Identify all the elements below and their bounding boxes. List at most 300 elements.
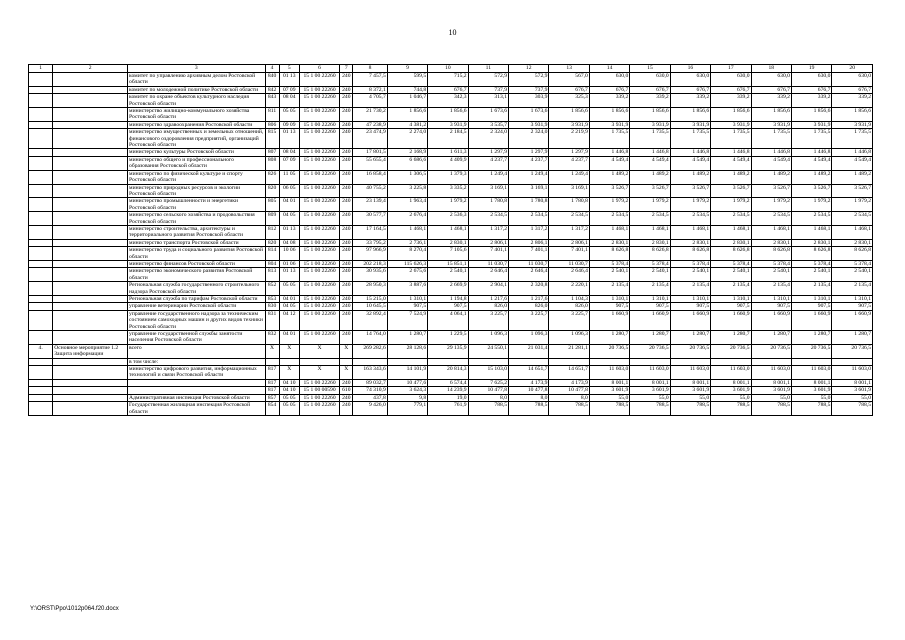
year-value-cell: 2 534,5 [468,212,508,226]
year-value-cell: 572,9 [468,73,508,87]
year-value-cell: 2 135,4 [630,282,670,296]
executor-cell: министерство промышленности и энергетики Ростовской области [128,198,265,212]
year-value-cell: 1 856,6 [670,108,710,122]
activity-cell [53,225,128,239]
year-value-cell: 1 489,2 [711,170,751,184]
year-value-cell: 1 979,2 [630,198,670,212]
executor-cell: управление государственного надзора за техническим состоянием самоходных машин и других видов техники Ростовской области [128,310,265,330]
year-value-cell: 2 830,1 [711,239,751,246]
year-value-cell: 4 237,7 [468,156,508,170]
year-value-cell: 2 135,4 [670,282,710,296]
year-value-cell: 1 856,6 [711,108,751,122]
executor-cell: министерство имущественных и земельных отношений, финансового оздоровления предприятий, организаций Ростовской области [129,129,264,149]
total-cell: 15 215,0 [353,296,387,303]
year-value-cell: 4 237,7 [549,156,589,170]
file-path-footer: Y:\ORST\Ppo\1012p064.f20.docx [30,606,119,612]
csr-cell: 15 1 00 22260 [299,239,339,246]
gr-code-cell: 832 [265,331,279,345]
csr-cell: 15 1 00 22260 [299,247,339,261]
year-value-cell: 2 534,5 [670,212,710,226]
column-number-cell: 13 [549,65,589,73]
year-value-cell: 5 378,4 [832,260,873,267]
year-value-cell: 826,0 [549,303,589,310]
year-value-cell: 7 401,1 [549,247,589,261]
vr-cell: 240 [340,170,353,184]
table-body [29,65,873,416]
year-value-cell: 1 317,2 [509,225,549,239]
year-value-cell: 1 735,5 [670,129,710,149]
csr-cell: 15 1 00 22260 [299,94,339,108]
year-value-cell: 1 104,3 [549,296,589,303]
column-number-cell: 3 [128,65,265,73]
year-value-cell: 788,5 [791,402,831,416]
executor-cell: управление государственной службы занятости населения Ростовской области [128,331,265,345]
year-value-cell: 1 297,9 [549,149,589,156]
year-value-cell: 8,0 [549,394,589,401]
year-value-cell: 5 378,4 [630,260,670,267]
executor-cell: министерство сельского хозяйства и продовольствия Ростовской области [128,212,265,226]
year-value-cell: 28 128,6 [387,344,427,358]
year-value-cell: 1 468,1 [428,225,468,239]
year-value-cell: 3 931,9 [711,121,751,128]
year-value-cell: 3 535,7 [468,121,508,128]
year-value-cell: 788,5 [832,402,873,416]
year-value-cell: 2 168,9 [387,149,427,156]
rz-pr-cell: 07 09 [279,156,299,170]
year-value-cell: 11 603,0 [589,366,629,380]
year-value-cell: 676,7 [589,86,629,93]
year-value-cell: 10 477,6 [387,379,427,386]
year-value-cell: 342,3 [428,94,468,108]
year-value-cell: 907,5 [711,303,751,310]
year-value-cell: 907,5 [589,303,629,310]
year-value-cell: 1 780,8 [468,198,508,212]
rz-pr-cell: 05 05 [279,108,299,122]
executor-cell: министерство транспорта Ростовской области [128,239,265,246]
year-value-cell: 21 031,4 [509,344,549,358]
year-value-cell: 3 526,7 [670,184,710,198]
gr-code-cell: 813 [265,268,279,282]
activity-cell [53,358,128,365]
total-cell: 47 238,9 [353,121,387,128]
rz-pr-cell: 09 09 [279,121,299,128]
year-value-cell: 1 489,2 [630,170,670,184]
gr-code-cell: 807 [265,149,279,156]
num-cell [29,366,53,380]
total-cell: 17 801,5 [353,149,387,156]
total-cell: 74 310,9 [353,387,387,394]
csr-cell: 15 1 00 22260 [299,225,339,239]
year-value-cell: 8 001,1 [791,379,831,386]
table-row [29,379,873,386]
vr-cell: 240 [340,86,353,93]
year-value-cell: 339,2 [630,94,670,108]
table-row [29,402,873,416]
gr-code-cell: 806 [265,121,279,128]
executor-cell: министерство цифрового развития, информационных технологий и связи Ростовской области [128,366,265,380]
activity-cell [53,303,128,310]
column-number-cell: 17 [711,65,751,73]
year-value-cell: 3 526,7 [832,184,873,198]
year-value-cell [589,358,629,365]
vr-cell: 610 [340,387,353,394]
rz-pr-cell: 08 04 [279,149,299,156]
table-row [29,310,873,330]
year-value-cell: 4 549,4 [630,156,670,170]
num-cell [29,296,53,303]
year-value-cell: 2 324,0 [509,129,549,149]
num-cell: 4. [29,344,53,358]
num-cell [29,331,53,345]
table-row [29,108,873,122]
year-value-cell: 8 001,1 [670,379,710,386]
year-value-cell: 1 979,2 [711,198,751,212]
year-value-cell: 3 169,1 [549,184,589,198]
table-row [29,303,873,310]
vr-cell: X [340,366,353,380]
csr-cell: 15 1 00 22260 [299,129,339,149]
year-value-cell: 1 468,1 [711,225,751,239]
activity-cell [53,129,128,149]
year-value-cell: 4 549,4 [832,156,873,170]
year-value-cell: 2 274,0 [387,129,427,149]
executor-cell: министерство здравоохранения Ростовской области [128,121,265,128]
year-value-cell: 2 830,1 [832,239,873,246]
year-value-cell: 1 446,8 [711,149,751,156]
vr-cell: 240 [340,303,353,310]
table-row [29,268,873,282]
table-row [29,394,873,401]
table-row [29,129,873,149]
year-value-cell: 11 030,7 [509,260,549,267]
activity-cell [53,296,128,303]
year-value-cell: 1 446,8 [630,149,670,156]
year-value-cell: 3 624,3 [387,387,427,394]
year-value-cell: 7 401,1 [468,247,508,261]
year-value-cell: 3 931,9 [832,121,873,128]
year-value-cell: 1 217,6 [509,296,549,303]
year-value-cell: 788,5 [711,402,751,416]
csr-cell: 15 1 00 22260 [299,198,339,212]
year-value-cell: 20 736,5 [711,344,751,358]
table-row [29,86,873,93]
gr-code-cell: 817 [265,366,279,380]
year-value-cell: 1 217,6 [468,296,508,303]
table-row [29,212,873,226]
year-value-cell: 2 540,1 [791,268,831,282]
year-value-cell: 325,3 [549,94,589,108]
gr-code-cell: 843 [265,94,279,108]
vr-cell: 240 [340,94,353,108]
page-number: 10 [448,28,457,37]
vr-cell: 240 [340,282,353,296]
year-value-cell: 1 317,2 [549,225,589,239]
year-value-cell: 55,0 [791,394,831,401]
year-value-cell: 303,9 [509,94,549,108]
year-value-cell: 5 378,4 [711,260,751,267]
year-value-cell: 2 536,3 [428,212,468,226]
activity-cell [53,149,128,156]
year-value-cell: 2 675,6 [387,268,427,282]
year-value-cell: 907,5 [751,303,791,310]
year-value-cell: 1 660,9 [791,310,831,330]
year-value-cell: 1 489,2 [791,170,831,184]
year-value-cell: 7 105,6 [428,247,468,261]
vr-cell: 240 [340,198,353,212]
year-value-cell: 1 735,5 [630,129,670,149]
year-value-cell: 2 534,5 [791,212,831,226]
year-value-cell: 2 646,4 [509,268,549,282]
year-value-cell: 1 780,8 [549,198,589,212]
csr-cell: 15 1 00 22260 [299,156,339,170]
year-value-cell: 8 626,8 [751,247,791,261]
year-value-cell: 1 735,5 [791,129,831,149]
year-value-cell: 1 280,7 [630,331,670,345]
year-value-cell: 788,5 [589,402,629,416]
year-value-cell: 3 887,6 [387,282,427,296]
year-value-cell: 676,7 [428,86,468,93]
year-value-cell: 339,2 [832,94,873,108]
table-row [29,366,873,380]
activity-cell [53,268,128,282]
activity-cell [53,94,128,108]
num-cell [29,129,53,149]
year-value-cell: 2 646,4 [549,268,589,282]
executor-cell: Региональная служба государственного строительного надзора Ростовской области [128,282,265,296]
rz-pr-cell: 04 08 [279,239,299,246]
year-value-cell: 907,5 [428,303,468,310]
total-cell: 437,8 [353,394,387,401]
column-number-cell: 19 [791,65,831,73]
year-value-cell: 1 280,7 [670,331,710,345]
rz-pr-cell: 11 05 [279,170,299,184]
gr-code-cell: 820 [265,239,279,246]
csr-cell: 15 1 00 22260 [299,282,339,296]
year-value-cell: 20 814,3 [428,366,468,380]
column-number-cell: 8 [353,65,387,73]
year-value-cell: 1 310,1 [670,296,710,303]
column-number-cell: 14 [589,65,629,73]
column-number-cell: 12 [509,65,549,73]
activity-cell [53,121,128,128]
rz-pr-cell: 04 01 [279,198,299,212]
year-value-cell: 5 378,4 [751,260,791,267]
year-value-cell: 1 489,2 [589,170,629,184]
year-value-cell: 1 249,4 [549,170,589,184]
year-value-cell: 1 979,2 [428,198,468,212]
column-number-cell: 4 [265,65,279,73]
executor-cell: управление ветеринарии Ростовской области [128,303,265,310]
rz-pr-cell: 01 13 [279,129,299,149]
year-value-cell: 788,5 [549,402,589,416]
executor-cell: комитет по охране объектов культурного наследия Ростовской области [128,94,265,108]
total-cell: 55 655,4 [353,156,387,170]
year-value-cell: 1 310,1 [630,296,670,303]
num-cell [29,156,53,170]
num-cell [29,170,53,184]
rz-pr-cell: 04 01 [279,296,299,303]
year-value-cell: 1 468,1 [791,225,831,239]
year-value-cell: 55,0 [589,394,629,401]
table-row [29,247,873,261]
year-value-cell: 11 603,0 [670,366,710,380]
year-value-cell: 8 270,4 [387,247,427,261]
year-value-cell: 4 237,7 [509,156,549,170]
year-value-cell: 1 660,9 [670,310,710,330]
csr-cell: 15 1 00 22260 [299,303,339,310]
table-row [29,94,873,108]
gr-code-cell: 812 [265,225,279,239]
year-value-cell: 715,2 [428,73,468,87]
executor-cell: министерство жилищно-коммунального хозяйства Ростовской области [128,108,265,122]
year-value-cell: 8 001,1 [711,379,751,386]
year-value-cell: 2 904,1 [468,282,508,296]
year-value-cell: 676,7 [832,86,873,93]
year-value-cell: 1 673,6 [509,108,549,122]
year-value-cell: 788,5 [751,402,791,416]
year-value-cell: 8,0 [509,394,549,401]
year-value-cell: 676,7 [791,86,831,93]
year-value-cell: 1 673,6 [468,108,508,122]
num-cell [29,268,53,282]
column-number-cell: 18 [751,65,791,73]
year-value-cell: 1 310,1 [387,296,427,303]
vr-cell: 240 [340,129,353,149]
year-value-cell: 779,1 [387,402,427,416]
year-value-cell: 1 856,6 [387,108,427,122]
year-value-cell: 2 135,4 [791,282,831,296]
year-value-cell: 3 931,9 [549,121,589,128]
year-value-cell: 788,5 [630,402,670,416]
column-number-cell: 20 [832,65,873,73]
year-value-cell: 630,0 [589,73,629,87]
year-value-cell: 1 468,1 [630,225,670,239]
rz-pr-cell [279,358,299,365]
vr-cell [340,358,353,365]
executor-cell: министерство общего и профессионального образования Ростовской области [128,156,265,170]
gr-code-cell: 830 [265,303,279,310]
year-value-cell: 2 676,4 [387,212,427,226]
gr-code-cell: 805 [265,198,279,212]
total-cell: 202 218,3 [353,260,387,267]
year-value-cell: 10 477,8 [549,387,589,394]
year-value-cell: 1 229,5 [428,331,468,345]
total-cell: 7 457,5 [353,73,387,87]
year-value-cell: 1 310,1 [589,296,629,303]
num-cell [29,358,53,365]
year-value-cell: 761,9 [428,402,468,416]
activity-cell [53,198,128,212]
year-value-cell: 20 736,5 [751,344,791,358]
year-value-cell: 1 280,7 [387,331,427,345]
year-value-cell: 4 549,4 [751,156,791,170]
rz-pr-cell: X [279,344,299,358]
activity-cell [53,402,128,416]
year-value-cell: 1 660,9 [751,310,791,330]
year-value-cell: 11 603,0 [791,366,831,380]
year-value-cell: 8 626,8 [711,247,751,261]
year-value-cell: 630,0 [751,73,791,87]
rz-pr-cell: 05 05 [279,402,299,416]
num-cell [29,282,53,296]
year-value-cell: 4 381,2 [387,121,427,128]
year-value-cell: 2 540,1 [751,268,791,282]
year-value-cell: 676,7 [670,86,710,93]
table-row [29,296,873,303]
rz-pr-cell: 04 05 [279,212,299,226]
year-value-cell: 8 001,1 [751,379,791,386]
csr-cell: 15 1 00 22260 [299,86,339,93]
activity-cell [53,212,128,226]
activity-cell [53,170,128,184]
executor-cell: всего [128,344,265,358]
year-value-cell: 1 446,8 [589,149,629,156]
year-value-cell: 2 540,1 [711,268,751,282]
num-cell [29,310,53,330]
total-cell: 14 764,0 [353,331,387,345]
year-value-cell: 788,5 [468,402,508,416]
executor-cell: Административная инспекция Ростовской области [128,394,265,401]
column-number-cell: 7 [340,65,353,73]
year-value-cell: 572,9 [509,73,549,87]
year-value-cell: 3 601,9 [670,387,710,394]
year-value-cell: 8 626,8 [832,247,873,261]
year-value-cell: 339,2 [589,94,629,108]
column-number-cell: 15 [630,65,670,73]
column-number-cell: 6 [299,65,339,73]
year-value-cell: 3 931,9 [670,121,710,128]
year-value-cell: 3 601,9 [791,387,831,394]
table-row [29,170,873,184]
year-value-cell: 3 225,7 [468,310,508,330]
rz-pr-cell: 04 12 [279,310,299,330]
year-value-cell: 1 310,1 [711,296,751,303]
year-value-cell: 630,0 [832,73,873,87]
csr-cell: 15 1 00 22260 [299,184,339,198]
table-row [29,387,873,394]
gr-code-cell: 857 [265,394,279,401]
year-value-cell: 1 489,2 [751,170,791,184]
year-value-cell: 55,0 [711,394,751,401]
year-value-cell: 6 686,6 [387,156,427,170]
executor-cell: в том числе: [128,358,265,365]
year-value-cell: 630,0 [711,73,751,87]
year-value-cell: 1 280,7 [832,331,873,345]
year-value-cell: 2 135,4 [751,282,791,296]
activity-cell [53,282,128,296]
year-value-cell: 2 534,5 [751,212,791,226]
vr-cell: 240 [340,379,353,386]
num-cell [29,225,53,239]
total-cell: 9 426,0 [353,402,387,416]
year-value-cell: 1 660,9 [589,310,629,330]
year-value-cell: 2 534,5 [711,212,751,226]
year-value-cell: 11 603,0 [630,366,670,380]
vr-cell: 240 [340,394,353,401]
vr-cell: 240 [340,331,353,345]
num-cell [29,121,53,128]
year-value-cell: 4 064,1 [428,310,468,330]
vr-cell: 240 [340,184,353,198]
activity-cell [53,86,128,93]
year-value-cell: 2 806,1 [549,239,589,246]
year-value-cell: 11 030,7 [468,260,508,267]
year-value-cell: 7 625,2 [468,379,508,386]
total-cell [353,358,387,365]
csr-cell: 15 1 00 22260 [299,149,339,156]
year-value-cell: 2 135,4 [711,282,751,296]
year-value-cell: 2 534,5 [630,212,670,226]
